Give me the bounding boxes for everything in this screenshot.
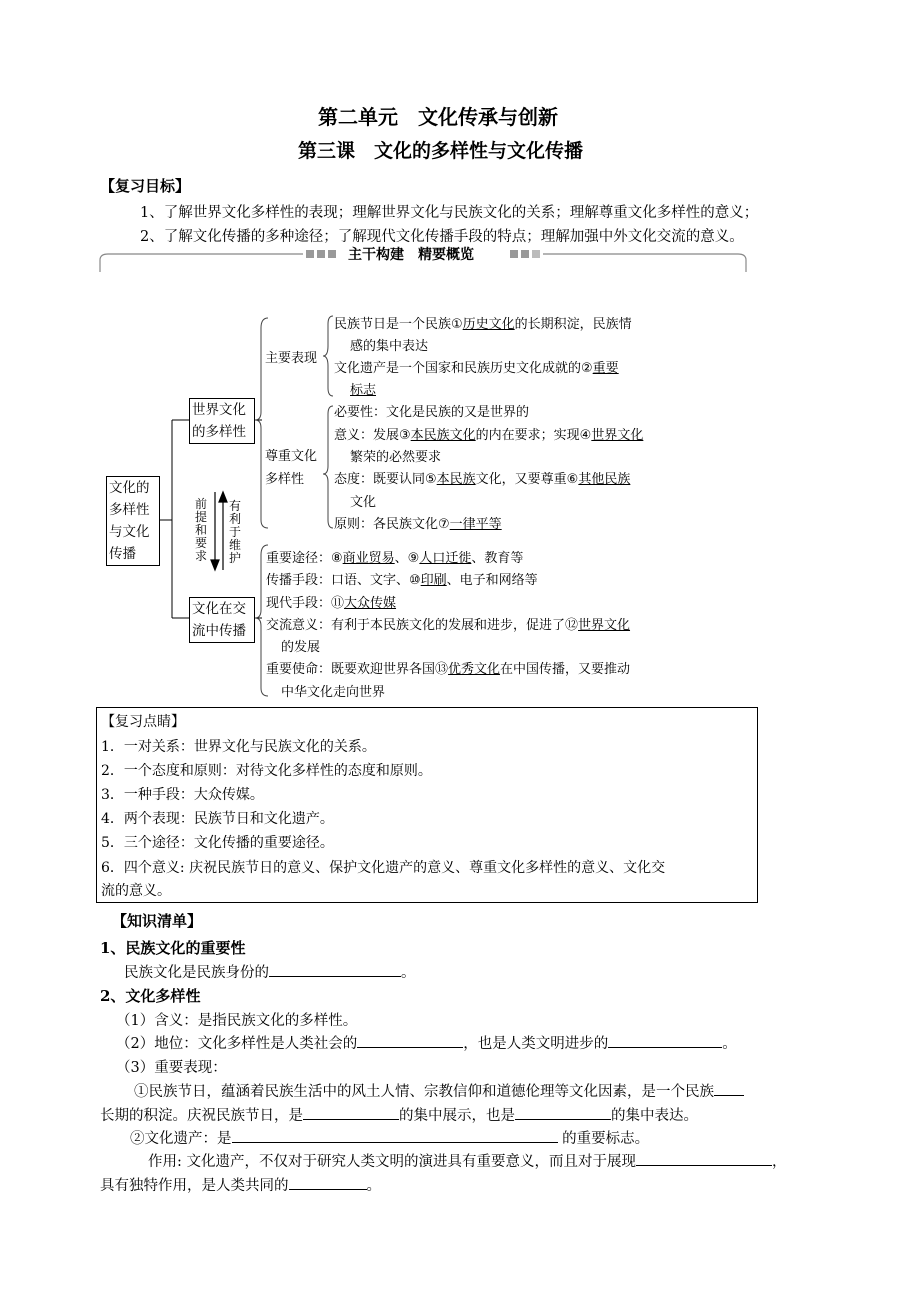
- review-item: 2．一个态度和原则：对待文化多样性的态度和原则。: [101, 763, 432, 779]
- goals-heading: 【复习目标】: [100, 177, 191, 195]
- branch-world-culture-box: [189, 398, 255, 444]
- diagram-line: 必要性：文化是民族的又是世界的: [334, 405, 530, 420]
- arrow-label-right: 有 利 于 维 护: [229, 499, 242, 565]
- page-subtitle: 第三课 文化的多样性与文化传播: [298, 140, 584, 162]
- goal-item: 2、了解文化传播的多种途径；了解现代文化传播手段的特点；理解加强中外文化交流的意义。: [140, 229, 744, 245]
- diagram-line: 的发展: [281, 640, 321, 655]
- diagram-line: 交流意义：有利于本民族文化的发展和进步，促进了⑫世界文化: [266, 618, 631, 633]
- knowledge-line: 作用: 文化遗产，不仅对于研究人类文明的演进具有重要意义，而且对于展现 ，: [148, 1150, 787, 1171]
- diagram-line: 意义：发展③本民族文化的内在要求；实现④世界文化: [334, 428, 644, 443]
- review-item: 6．四个意义: 庆祝民族节日的意义、保护文化遗产的意义、尊重文化多样性的意义、文化交: [101, 860, 666, 876]
- knowledge-line: （2）地位：文化多样性是人类社会的 ，也是人类文明进步的 。: [116, 1032, 737, 1053]
- root-line: 传播: [109, 546, 136, 562]
- diagram-line: 繁荣的必然要求: [350, 450, 442, 465]
- page-title: 第二单元 文化传承与创新: [318, 105, 558, 129]
- knowledge-line: 具有独特作用，是人类共同的 。: [100, 1174, 381, 1195]
- fill-blank[interactable]: [357, 1033, 463, 1048]
- diagram-line: 重要使命：既要欢迎世界各国⑬优秀文化在中国传播，又要推动: [266, 662, 631, 677]
- review-item: 1．一对关系：世界文化与民族文化的关系。: [101, 739, 376, 755]
- branch-culture-spread-box: [189, 597, 255, 643]
- knowledge-line: 长期的积淀。庆祝民族节日，是 的集中展示，也是 的集中表达。: [100, 1104, 698, 1125]
- fill-blank[interactable]: [714, 1081, 744, 1096]
- review-item: 流的意义。: [101, 883, 171, 899]
- diagram-line: 感的集中表达: [350, 339, 429, 354]
- fill-blank[interactable]: [289, 1175, 367, 1190]
- review-item: 3．一种手段：大众传媒。: [101, 787, 264, 803]
- branch1-line: 世界文化: [192, 402, 246, 418]
- diagram-root-box: [106, 476, 160, 566]
- diagram-line: 文化遗产是一个国家和民族历史文化成就的②重要: [334, 361, 619, 376]
- diagram-line: 标志: [350, 383, 377, 398]
- diagram-line: 中华文化走向世界: [281, 685, 386, 700]
- section-title: 2、文化多样性: [100, 987, 201, 1005]
- review-item: 4．两个表现：民族节日和文化遗产。: [101, 811, 334, 827]
- fill-blank[interactable]: [303, 1105, 399, 1120]
- label-respect-2: 多样性: [265, 472, 305, 487]
- diagram-line: 重要途径：⑧商业贸易、⑨人口迁徙、教育等: [266, 551, 524, 566]
- diagram-line: 现代手段：⑪大众传媒: [266, 596, 397, 611]
- label-respect-1: 尊重文化: [265, 449, 318, 464]
- knowledge-line: ②文化遗产：是 的重要标志。: [130, 1127, 649, 1148]
- fill-blank[interactable]: [232, 1128, 558, 1143]
- knowledge-line: 民族文化是民族身份的 。: [124, 961, 416, 982]
- fill-blank[interactable]: [269, 962, 401, 977]
- fill-blank[interactable]: [636, 1151, 772, 1166]
- knowledge-heading: 【知识清单】: [112, 912, 203, 930]
- diagram-line: 态度：既要认同⑤本民族文化，又要尊重⑥其他民族: [334, 472, 631, 487]
- goal-item: 1、了解世界文化多样性的表现；理解世界文化与民族文化的关系；理解尊重文化多样性的意义；: [140, 205, 759, 221]
- section-title: 1、民族文化的重要性: [100, 939, 246, 957]
- knowledge-line: ①民族节日，蕴涵着民族生活中的风土人情、宗教信仰和道德伦理等文化因素，是一个民族: [134, 1080, 744, 1101]
- label-main-performance: 主要表现: [265, 351, 318, 366]
- review-item: 5．三个途径：文化传播的重要途径。: [101, 835, 334, 851]
- arrow-label-left: 前 提 和 要 求: [195, 497, 208, 563]
- diagram-line: 文化: [350, 495, 377, 510]
- fill-blank[interactable]: [515, 1105, 611, 1120]
- diagram-line: 原则：各民族文化⑦一律平等: [334, 517, 502, 532]
- banner-label: 主干构建 精要概览: [348, 247, 474, 263]
- branch2-line: 文化在交: [192, 601, 246, 617]
- root-line: 与文化: [109, 524, 150, 540]
- branch2-line: 流中传播: [192, 623, 246, 639]
- review-heading: 【复习点睛】: [101, 714, 185, 730]
- branch1-line: 的多样性: [192, 424, 246, 440]
- review-box: [96, 707, 758, 903]
- diagram-line: 传播手段：口语、文字、⑩印刷、电子和网络等: [266, 573, 538, 588]
- knowledge-line: （1）含义：是指民族文化的多样性。: [116, 1013, 358, 1029]
- knowledge-line: （3）重要表现：: [116, 1060, 227, 1076]
- root-line: 多样性: [109, 502, 150, 518]
- root-line: 文化的: [109, 480, 150, 496]
- diagram-line: 民族节日是一个民族①历史文化的长期积淀，民族情: [334, 317, 632, 332]
- fill-blank[interactable]: [608, 1033, 722, 1048]
